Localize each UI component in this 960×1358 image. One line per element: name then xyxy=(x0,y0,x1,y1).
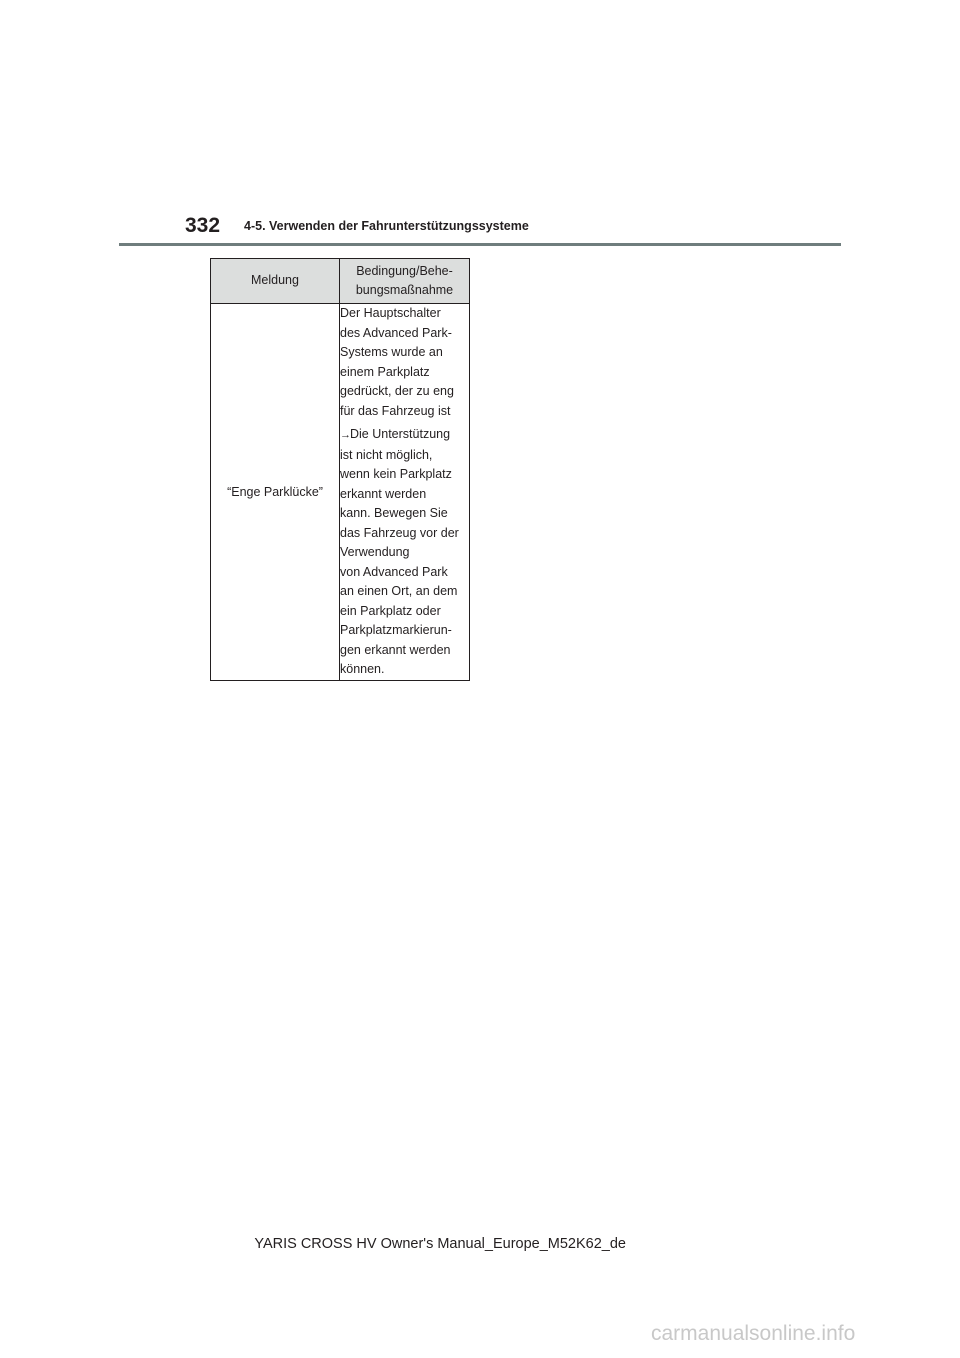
action-line: erkannt werden xyxy=(340,486,427,501)
action-line xyxy=(340,425,469,446)
header-divider xyxy=(119,243,841,246)
message-table xyxy=(210,258,470,681)
condition-cell xyxy=(340,304,470,681)
page-number: 332 xyxy=(185,214,221,237)
table-row xyxy=(211,304,470,681)
column-header-condition-line: Bedingung/Behe- xyxy=(356,263,453,278)
action-line: an einen Ort, an dem xyxy=(340,584,458,598)
condition-line: Systems wurde an xyxy=(340,345,443,359)
condition-line: gedrückt, der zu eng xyxy=(340,384,454,398)
action-line: von Advanced Park xyxy=(340,564,448,579)
action-line: das Fahrzeug vor der xyxy=(340,525,459,540)
action-line: gen erkannt werden xyxy=(340,642,451,657)
action-line: wenn kein Parkplatz xyxy=(340,467,452,481)
action-line: kann. Bewegen Sie xyxy=(340,506,448,520)
section-title: 4-5. Verwenden der Fahrunterstützungssysteme xyxy=(244,219,529,233)
action-line: Verwendung xyxy=(340,545,410,559)
column-header-message: Meldung xyxy=(211,259,340,304)
column-header-condition xyxy=(340,259,470,304)
condition-line: des Advanced Park- xyxy=(340,325,452,340)
condition-line: Der Hauptschalter xyxy=(340,306,441,320)
condition-line: einem Parkplatz xyxy=(340,364,430,379)
column-header-condition-line: bungsmaßnahme xyxy=(355,283,454,297)
action-line: können. xyxy=(340,662,385,676)
table-header-row xyxy=(211,259,470,304)
action-line-text: Die Unterstützung xyxy=(350,427,451,441)
action-line: Parkplatzmarkierun- xyxy=(340,623,452,637)
action-line: ist nicht möglich, xyxy=(340,447,433,462)
condition-line: für das Fahrzeug ist xyxy=(340,403,451,418)
action-line: ein Parkplatz oder xyxy=(340,603,441,618)
arrow-right-icon: → xyxy=(340,429,351,441)
message-cell: “Enge Parklücke” xyxy=(211,304,340,681)
footer-manual-id: YARIS CROSS HV Owner's Manual_Europe_M52K62_de xyxy=(254,1236,626,1252)
watermark[interactable]: carmanualsonline.info xyxy=(651,1322,856,1345)
